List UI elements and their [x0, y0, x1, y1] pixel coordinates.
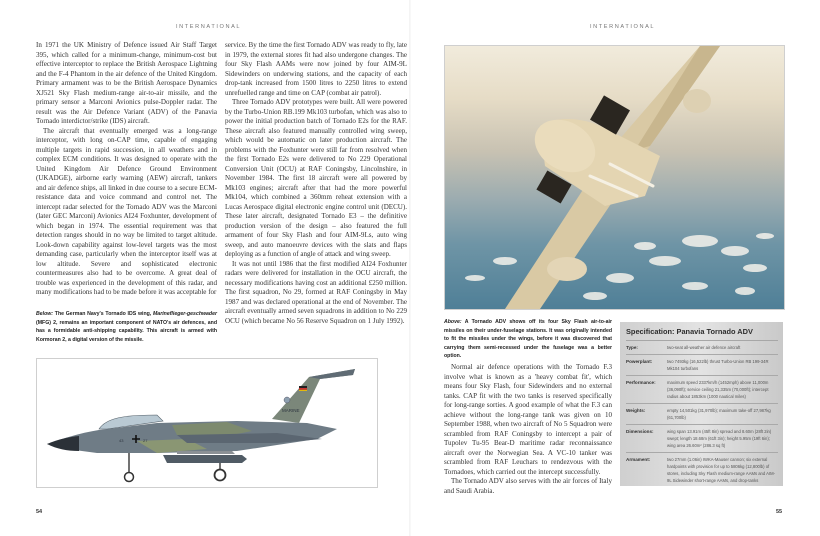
paragraph: It was not until 1986 that the first modified AI24 Foxhunter radars were delivered for installation in the OCU aircraft, the necessary modifications having cost an additional £250 million. The first squadron, No 29, formed at RAF Coningsby in May 1987 and was declared operational at the end of November. The aircraft eventually armed seven squadrons in addition to No 229 OCU (which became No 56 Reserve Squadron on 1 July 1992).	[225, 259, 407, 325]
spec-key: Dimensions:	[626, 429, 654, 434]
right-body-column	[444, 363, 612, 496]
caption-italic: Marineflieger-geschwader	[152, 311, 217, 317]
tornado-adv-photo-icon	[445, 46, 784, 309]
spec-key: Powerplant:	[626, 359, 653, 364]
paragraph: Normal air defence operations with the Tornado F.3 involve what is known as a 'heavy combat fit', which means four Sky Flash, four Sidewinders and no external tanks. CAP fit with the two tanks is reserved specifically for long-range sorties. A good example of what the F.3 can achieve without the long-range tank was given on 10 September 1988, when two aircraft of No 5 Squadron were scrambled from RAF Coningsby to intercept a pair of Tupolev Tu-95 Bear-D maritime radar reconnaissance aircraft over the Norwegian Sea. A VC-10 tanker was scrambled from RAF Leuchars to rendezvous with the Tornadoes, which carried out the intercept successfully.	[444, 363, 612, 476]
aircraft-photo	[444, 45, 785, 310]
spec-row-powerplant	[626, 355, 778, 376]
paragraph: Three Tornado ADV prototypes were built. All were powered by the Turbo-Union RB.199 Mk103 turbofan, which was also to power the initial production batch of Tornado E2s for the RAF. These aircraft also featured manually controlled wing sweep, which would be automatic on later production aircraft. The problems with the Foxhunter were still far from resolved when the first Tornado E2s were delivered to No 229 Operational Conversion Unit (OCU) at RAF Coningsby, Lincolnshire, in November 1984. The first 18 aircraft were all powered by Mk103 engines; aircraft after that had the more powerful Mk104, which combined a 360mm reheat extension with a Lucas Aerospace digital electronic engine control unit (DECU). These later aircraft, designated Tornado E3 – the definitive production version of the design – also featured the full armament of four Sky Flash and four AIM-9Ls, auto wing sweep, and auto manoeuvre devices with the slats and flaps deploying as a function of angle of attack and wing sweep.	[225, 98, 407, 258]
spec-value: wing span 13.91m (45ft 8in) spread and 8.60m (28ft 2in) swept; length 18.68m (61ft 3in); height 5.95m (19ft 6in); wing area 26.60m² (286.3 sq ft)	[667, 429, 772, 448]
left-body-column-1	[36, 41, 217, 298]
paragraph: In 1971 the UK Ministry of Defence issued Air Staff Target 395, which called for a minimum-change, minimum-cost but effective interceptor to replace the British Aerospace Lightning and the F-4 Phantom in the air defence of the United Kingdom. Primary armament was to be the British Aerospace Dynamics XJ521 Sky Flash medium-range air-to-air missile, and the primary sensor a Marconi Avionics pulse-Doppler radar. The result was the Air Defence Variant (ADV) of the Panavia Tornado interdictor/strike (IDS) aircraft.	[36, 41, 217, 125]
running-head-left: INTERNATIONAL	[176, 24, 242, 30]
running-head-right: INTERNATIONAL	[590, 24, 656, 30]
spec-row-armament	[626, 453, 778, 487]
spec-row-weights	[626, 404, 778, 425]
spec-value: maximum speed 2337km/h (1452mph) above 11,000m (36,090ft); service ceiling 21,335m (70,000ft); intercept radius about 1853km (1000 nautical miles)	[667, 380, 769, 399]
caption-lead: Above:	[444, 319, 462, 325]
spec-key: Armament:	[626, 457, 651, 462]
caption-text: The German Navy's Tornado IDS wing,	[53, 311, 153, 317]
tornado-ids-profile-icon	[37, 359, 377, 487]
spec-key: Weights:	[626, 408, 646, 413]
spec-row-dimensions	[626, 425, 778, 453]
paragraph: service. By the time the first Tornado ADV was ready to fly, late in 1979, the external stores fit had also undergone changes. The four Sky Flash AAMs were now joined by four AIM-9L Sidewinders on underwing stations, and the capacity of each drop-tank increased from 1500 litres to 2250 litres to extend unrefuelled range and time on CAP (combat air patrol).	[225, 41, 407, 97]
svg-text:27: 27	[143, 438, 148, 443]
caption-lead: Below:	[36, 311, 54, 317]
spec-row-performance	[626, 376, 778, 404]
aircraft-profile-illustration	[36, 358, 378, 488]
page-number-right: 55	[776, 509, 783, 515]
caption-text: (MFG) 2, remains an important component of NATO's air defences, and has a formidable anti-shipping capability. This aircraft is armed with Kormoran 2, a digital version of the missile.	[36, 319, 217, 343]
gutter	[409, 0, 411, 536]
fuselage-code: 43	[119, 438, 124, 443]
spec-value: two 27mm (1.06in) IWKA-Mauser cannon; six external hardpoints with provision for up to 5806kg (12,800lb) of stores, including Sky Flash medium-range AAMs and AIM-9L Sidewinder short-range AAMs, and drop-tanks	[667, 457, 775, 483]
spec-title: Specification: Panavia Tornado ADV	[626, 327, 778, 341]
caption-text: A Tornado ADV shows off its four Sky Flash air-to-air missiles on their under-fuselage stations. It was originally intended to fit the missiles under the wings, before it was discovered that carrying them semi-recessed under the fuselage was a better option.	[444, 319, 612, 360]
specification-box	[620, 322, 783, 486]
spec-key: Type:	[626, 345, 638, 350]
spec-value: two 7493kg (16,522lb) thrust Turbo-Union RB 199-34R Mk104 turbofans	[667, 359, 769, 371]
spec-value: two-seat all-weather air defence aircraft	[667, 345, 741, 350]
paragraph: The aircraft that eventually emerged was a long-range interceptor, with long on-CAP time, capable of engaging multiple targets in rapid succession, in all weathers and in complex ECM conditions. It was designed to operate with the United Kingdom Air Defence Ground Environment (UKADGE), airborne early warning (AEW) aircraft, tankers and air defence ships, all linked in due course to a secure ECM-resistance data and voice command and control net. The intercept radar selected for the Tornado ADV was the Marconi (later GEC Marconi) Avionics AI24 Foxhunter, development of which began in 1974. The essential requirement was that detection ranges should in no way be limited to target altitude. Look-down capability against low-level targets was the most demanding case, particularly when the interceptor itself was at low altitude. Severe and sophisticated electronic countermeasures also had to be overcome. A great deal of trouble was experienced in the development of this radar, and many modifications had to be made before it was acceptable for	[36, 126, 217, 296]
left-caption	[36, 310, 217, 344]
paragraph: The Tornado ADV also serves with the air forces of Italy and Saudi Arabia.	[444, 477, 612, 495]
spec-key: Performance:	[626, 380, 656, 385]
spec-value: empty 14,501kg (31,970lb); maximum take-off 27,987kg (61,700lb)	[667, 408, 771, 420]
spec-row-type	[626, 341, 778, 355]
page-number-left: 54	[36, 509, 43, 515]
tail-marking: MARINE	[282, 408, 300, 413]
right-caption	[444, 318, 612, 361]
left-body-column-2	[225, 41, 407, 326]
